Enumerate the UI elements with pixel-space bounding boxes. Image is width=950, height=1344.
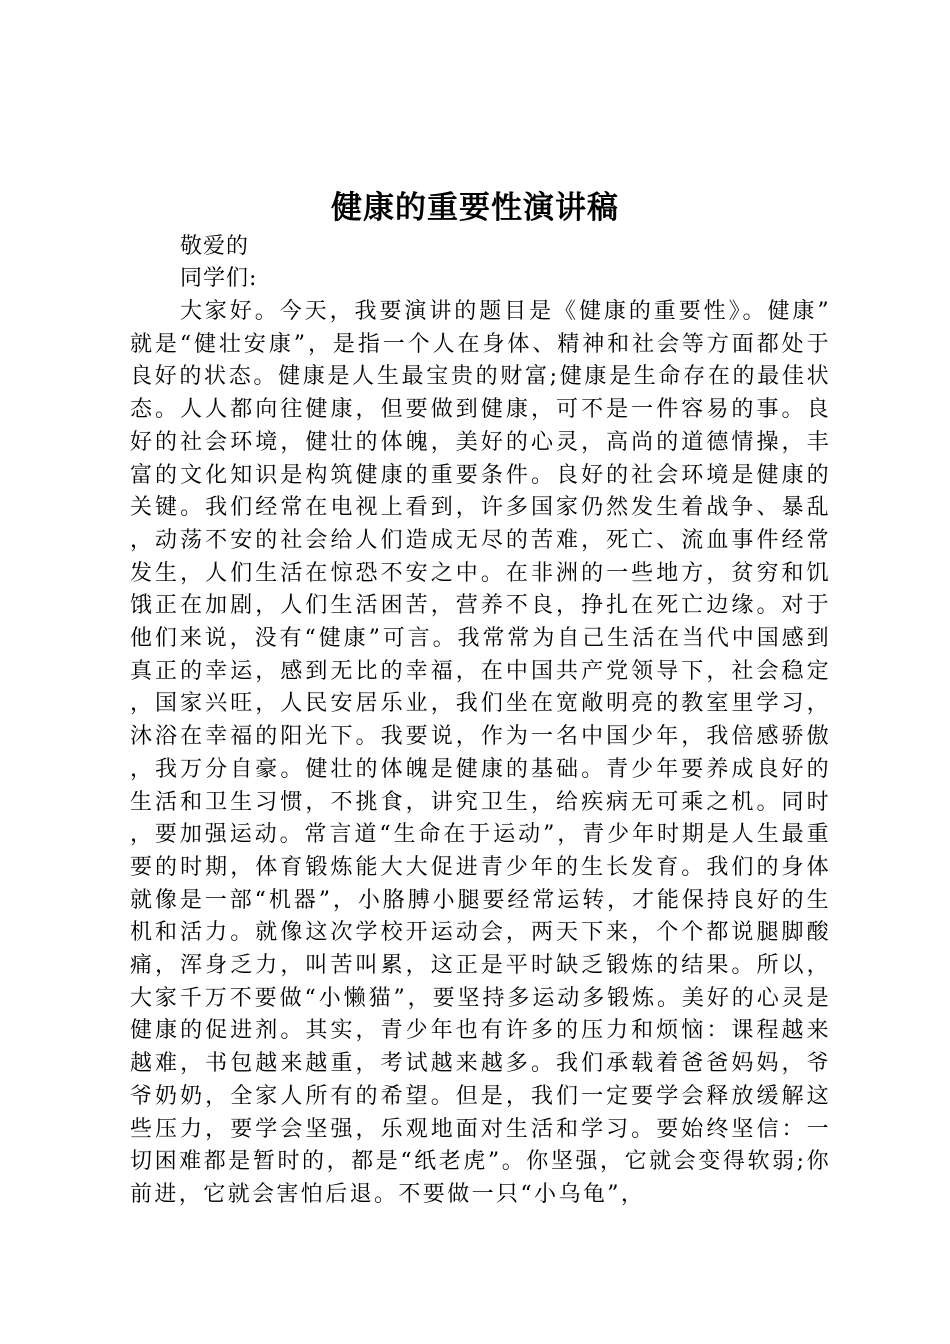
- document-title: 健康的重要性演讲稿: [331, 190, 619, 226]
- body-paragraph: 大家好。今天，我要演讲的题目是《健康的重要性》。健康”就是“健壮安康”，是指一个人在身体、精神和社会等方面都处于良好的状态。健康是人生最宝贵的财富;健康是生命存在的最佳状态。人人都向往健康，但要做到健康，可不是一件容易的事。良好的社会环境，健壮的体魄，美好的心灵，高尚的道德情操，丰富的文化知识是构筑健康的重要条件。良好的社会环境是健康的关键。我们经常在电视上看到，许多国家仍然发生着战争、暴乱，动荡不安的社会给人们造成无尽的苦难，死亡、流血事件经常发生，人们生活在惊恐不安之中。在非洲的一些地方，贫穷和饥饿正在加剧，人们生活困苦，营养不良，挣扎在死亡边缘。对于他们来说，没有“健康”可言。我常常为自己生活在当代中国感到真正的幸运，感到无比的幸福，在中国共产党领导下，社会稳定，国家兴旺，人民安居乐业，我们坐在宽敞明亮的教室里学习，沐浴在幸福的阳光下。我要说，作为一名中国少年，我倍感骄傲，我万分自豪。健壮的体魄是健康的基础。青少年要养成良好的生活和卫生习惯，不挑食，讲究卫生，给疾病无可乘之机。同时，要加强运动。常言道“生命在于运动”，青少年时期是人生最重要的时期，体育锻炼能大大促进青少年的生长发育。我们的身体就像是一部“机器”，小胳膊小腿要经常运转，才能保持良好的生机和活力。就像这次学校开运动会，两天下来，个个都说腿脚酸痛，浑身乏力，叫苦叫累，这正是平时缺乏锻炼的结果。所以，大家千万不要做“小懒猫”，要坚持多运动多锻炼。美好的心灵是健康的促进剂。其实，青少年也有许多的压力和烦恼：课程越来越难，书包越来越重，考试越来越多。我们承载着爸爸妈妈，爷爷奶奶，全家人所有的希望。但是，我们一定要学会释放缓解这些压力，要学会坚强，乐观地面对生活和学习。要始终坚信：一切困难都是暂时的，都是“纸老虎”。你坚强，它就会变得软弱;你前进，它就会害怕后退。不要做一只“小乌龟”，: [130, 299, 831, 1207]
- salutation-line-1: 敬爱的: [180, 234, 250, 259]
- salutation-line-2: 同学们:: [180, 266, 258, 291]
